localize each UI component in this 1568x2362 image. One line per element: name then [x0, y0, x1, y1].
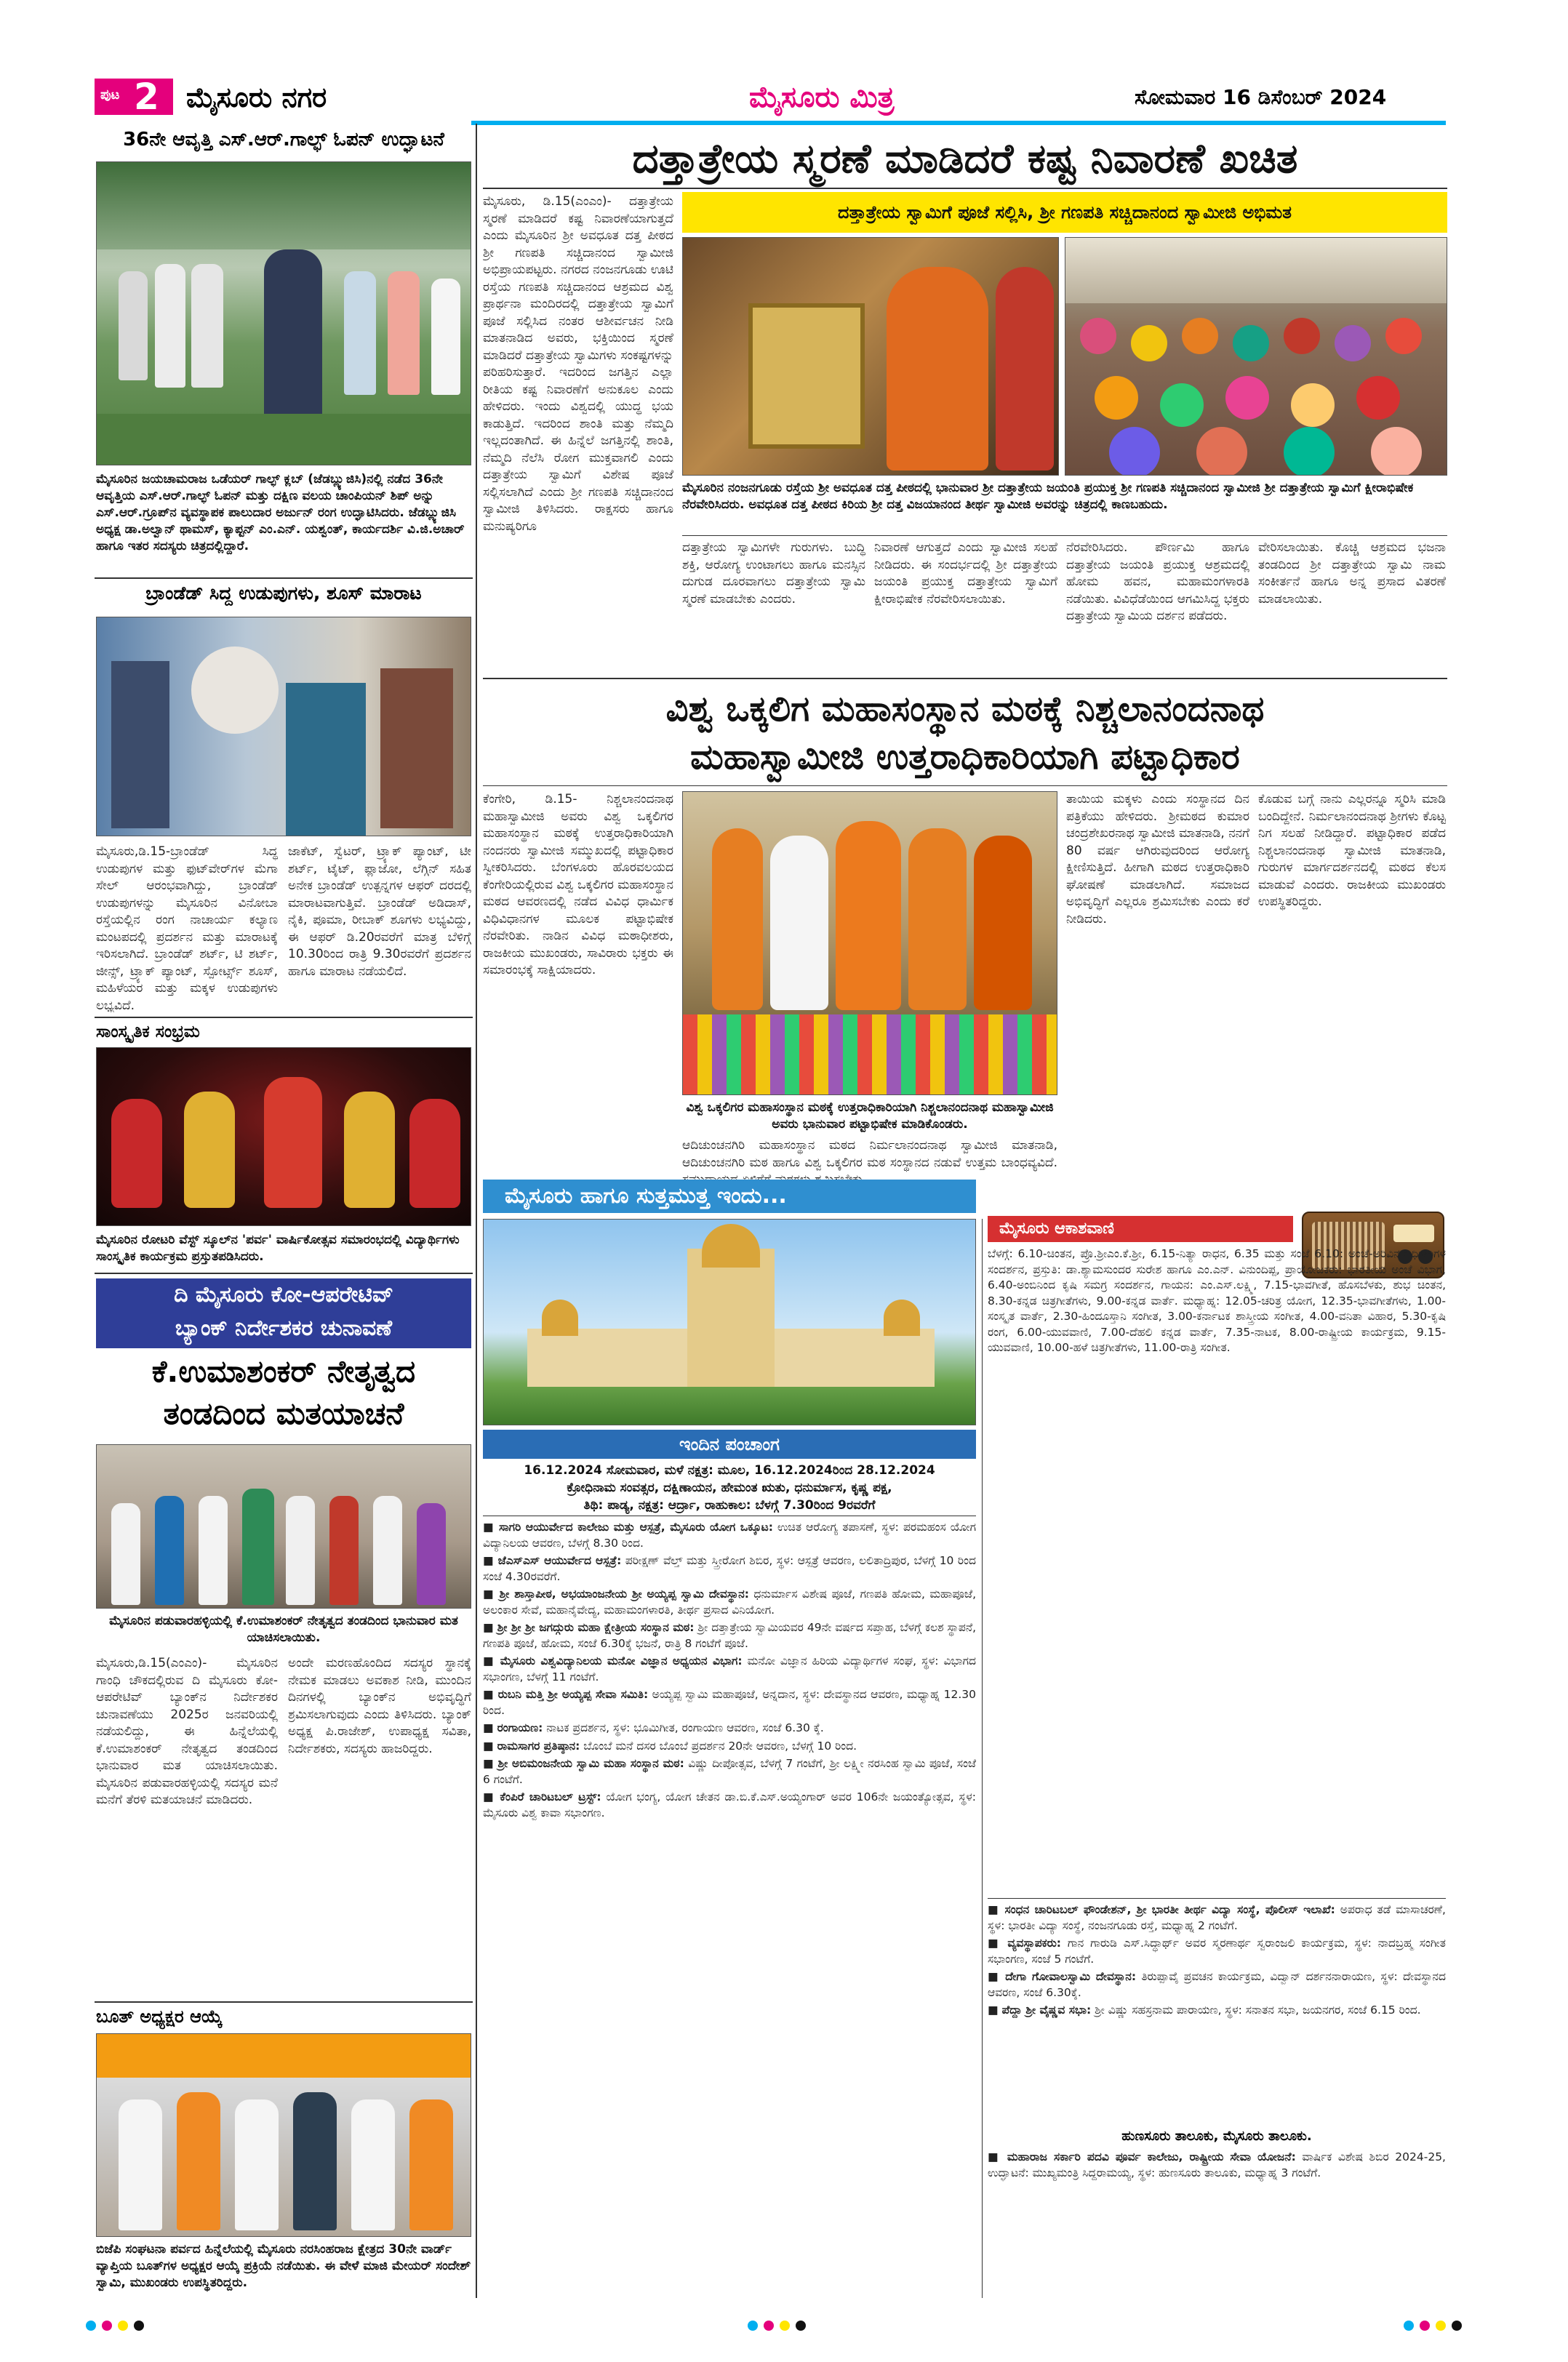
mysore-palace-photo — [483, 1219, 976, 1425]
coop-headline-line2: ಬ್ಯಾಂಕ್ ನಿರ್ದೇಶಕರ ಚುನಾವಣೆ — [175, 1316, 393, 1341]
panchanga-line2: ಕ್ರೋಧಿನಾಮ ಸಂವತ್ಸರ, ದಕ್ಷಿಣಾಯನ, ಹೇಮಂತ ಋತು, ಧನುರ್ಮಾಸ, ಕೃಷ್ಣ ಪಕ್ಷ, — [567, 1481, 892, 1495]
page-number: 2 — [134, 76, 159, 118]
lead-subhead: ದತ್ತಾತ್ರೇಯ ಸ್ವಾಮಿಗೆ ಪೂಜೆ ಸಲ್ಲಿಸಿ, ಶ್ರೀ ಗಣಪತಿ ಸಚ್ಚಿದಾನಂದ ಸ್ವಾಮೀಜಿ ಅಭಿಮತ — [682, 192, 1447, 233]
second-caption: ವಿಶ್ವ ಒಕ್ಕಲಿಗರ ಮಹಾಸಂಸ್ಥಾನ ಮಠಕ್ಕೆ ಉತ್ತರಾಧಿಕಾರಿಯಾಗಿ ನಿಶ್ಚಲಾನಂದನಾಥ ಮಹಾಸ್ವಾಮೀಜಿ ಅವರು ಭಾನುವಾರ ಪಟ್ಟಾಭಿಷೇಕ ಮಾಡಿಕೊಂಡರು. — [686, 1100, 1054, 1132]
section-title: ಮೈಸೂರು ನಗರ — [186, 81, 327, 113]
lead-text-col4: ವೇರಿಸಲಾಯಿತು. ಕೊಚ್ಚಿ ಆಶ್ರಮದ ಭಜನಾ ತಂಡದಿಂದ ಶ್ರೀ ದತ್ತಾತ್ರೇಯ ಸ್ವಾಮಿ ನಾಮ ಸಂಕೀರ್ತನೆ ಹಾಗೂ ಅನ್ನ ಪ್ರಸಾದ ವಿತರಣೆ ಮಾಡಲಾಯಿತು. — [1258, 540, 1446, 606]
event-item: ■ ರಾಮಸಾಗರ ಪ್ರತಿಷ್ಠಾನ: ಬೊಂಬೆ ಮನೆ ದಸರ ಬೊಂಬೆ ಪ್ರದರ್ಶನ 20ನೇ ಆವರಣ, ಬೆಳಗ್ಗೆ 10 ರಿಂದ. — [483, 1739, 857, 1753]
left-column-divider — [476, 124, 477, 2298]
lead-photo-abhisheka — [682, 237, 1059, 476]
divider — [988, 1898, 1446, 1899]
coop-headline-box — [96, 1278, 471, 1348]
divider — [95, 1273, 473, 1274]
coop-photo — [96, 1444, 471, 1609]
event-item: ■ ಜೆಎಸ್‌ಎಸ್ ಆಯುರ್ವೇದ ಆಸ್ಪತ್ರೆ: ಪರೀಕ್ಷಣ್ ವೆಲ್ತ್ ಮತ್ತು ಸ್ತ್ರೀರೋಗ ಶಿಬಿರ, ಸ್ಥಳ: ಆಸ್ಪತ್ರೆ ಆವರಣ, ಲಲಿತಾದ್ರಿಪುರ, ಬೆಳಗ್ಗೆ 10 ರಿಂದ ಸಂಜೆ 4.30ರವರೆಗೆ. — [483, 1554, 976, 1583]
more-events-list — [988, 1902, 1446, 2125]
taluk-heading: ಹುಣಸೂರು ತಾಲೂಕು, ಮೈಸೂರು ತಾಲೂಕು. — [1121, 2129, 1312, 2144]
panchanga-line3: ತಿಥಿ: ಪಾಡ್ಯ, ನಕ್ಷತ್ರ: ಆರ್ದ್ರಾ, ರಾಹುಕಾಲ: ಬೆಳಗ್ಗೆ 7.30ರಿಂದ 9ರವರೆಗೆ — [583, 1498, 876, 1513]
brand-headline: ಬ್ರಾಂಡೆಡ್ ಸಿದ್ದ ಉಡುಪುಗಳು, ಶೂಸ್ ಮಾರಾಟ — [145, 583, 422, 604]
panchanga-title: ಇಂದಿನ ಪಂಚಾಂಗ — [483, 1430, 976, 1459]
panchanga-line1: 16.12.2024 ಸೋಮವಾರ, ಮಳೆ ನಕ್ಷತ್ರ: ಮೂಲ, 16.12.2024ರಿಂದ 28.12.2024 — [524, 1463, 935, 1478]
event-item: ■ ದೇಗಾ ಗೋವಾಲಸ್ವಾಮಿ ದೇವಸ್ಥಾನ: ತಿರುಪ್ಪಾವೈ ಪ್ರವಚನ ಕಾರ್ಯಕ್ರಮ, ವಿದ್ವಾನ್ ದರ್ಶನನಾರಾಯಣ, ಸ್ಥಳ: ದೇವಸ್ಥಾನದ ಆವರಣ, ಸಂಜೆ 6.30ಕ್ಕೆ. — [988, 1970, 1446, 1999]
today-divider — [982, 1219, 983, 2298]
page-number-box — [95, 76, 173, 118]
event-item: ■ ಕೆಂಪಿರೆ ಚಾರಿಟಬಲ್ ಟ್ರಸ್ಟ್: ಯೋಗ ಭಂಗ್ಯ, ಯೋಗ ಚೇತನ ಡಾ.ಬಿ.ಕೆ.ಎಸ್.ಅಯ್ಯಂಗಾರ್ ಅವರ 106ನೇ ಜಯಂತ್ಯೋತ್ಸವ, ಸ್ಥಳ: ಮೈಸೂರು ವಿಶ್ವ ಕಾವಾ ಸಭಾಂಗಣ. — [483, 1790, 976, 1819]
brand-text-col1: ಮೈಸೂರು,ಡಿ.15-ಬ್ರಾಂಡೆಡ್ ಸಿದ್ಧ ಉಡುಪುಗಳ ಮತ್ತು ಫುಟ್‌ವೇರ್‌ಗಳ ಮೆಗಾ ಸೇಲ್ ಆರಂಭವಾಗಿದ್ದು, ಬ್ರಾಂಡೆಡ್ ಉಡುಪುಗಳನ್ನು ಮೈಸೂರಿನ ವಿನೋಬಾ ರಸ್ತೆಯಲ್ಲಿನ ರಂಗ ನಾಚಾರ್ಯ ಕಲ್ಯಾಣ ಮಂಟಪದಲ್ಲಿ ಪ್ರದರ್ಶನ ಮತ್ತು ಮಾರಾಟಕ್ಕೆ ಇರಿಸಲಾಗಿದೆ. ಬ್ರಾಂಡೆಡ್ ಶರ್ಟ್, ಟಿ ಶರ್ಟ್, ಜೀನ್ಸ್, ಟ್ರ್ಯಾಕ್ ಪ್ಯಾಂಟ್, ಸ್ಪೋರ್ಟ್ಸ್ ಶೂಸ್, ಮಹಿಳೆಯರ ಮತ್ತು ಮಕ್ಕಳ ಉಡುಪುಗಳು ಲಭ್ಯವಿದೆ. — [96, 844, 278, 1012]
culture-headline: ಸಾಂಸ್ಕೃತಿಕ ಸಂಭ್ರಮ — [96, 1022, 200, 1041]
booth-photo — [96, 2033, 471, 2237]
brand-photo — [96, 617, 471, 836]
lead-intro: ಮೈಸೂರು, ಡಿ.15(ಎಂಎಂ)- ದತ್ತಾತ್ರೇಯ ಸ್ಮರಣೆ ಮಾಡಿದರೆ ಕಷ್ಟ ನಿವಾರಣೆಯಾಗುತ್ತದೆ ಎಂದು ಮೈಸೂರಿನ ಶ್ರೀ ಅವಧೂತ ದತ್ತ ಪೀಠದ ಶ್ರೀ ಗಣಪತಿ ಸಚ್ಚಿದಾನಂದ ಸ್ವಾಮೀಜಿ ಅಭಿಪ್ರಾಯಪಟ್ಟರು. ನಗರದ ನಂಜನಗೂಡು ಊಟಿ ರಸ್ತೆಯ ಗಣಪತಿ ಸಚ್ಚಿದಾನಂದ ಆಶ್ರಮದ ವಿಶ್ವ ಪ್ರಾರ್ಥನಾ ಮಂದಿರದಲ್ಲಿ ದತ್ತಾತ್ರೇಯ ಸ್ವಾಮಿಗೆ ಪೂಜೆ ಸಲ್ಲಿಸಿದ ನಂತರ ಆಶೀರ್ವಚನ ನೀಡಿ ಮಾತನಾಡಿದ ಅವರು, ಭಕ್ತಿಯಿಂದ ಸ್ಮರಣೆ ಮಾಡಿದರೆ ದತ್ತಾತ್ರೇಯ ಸ್ವಾಮಿಗಳು ಸಂಕಷ್ಟಗಳನ್ನು ಪರಿಹರಿಸುತ್ತಾರೆ. ಇದರಿಂದ ಜಗತ್ತಿನ ಎಲ್ಲಾ ರೀತಿಯ ಕಷ್ಟ ನಿವಾರಣೆಗೆ ಅನುಕೂಲ ಎಂದು ಹೇಳಿದರು. ಇಂದು ವಿಶ್ವದಲ್ಲಿ ಯುದ್ಧ ಭಯ ಕಾಡುತ್ತಿದೆ. ಇದರಿಂದ ಶಾಂತಿ ಮತ್ತು ನೆಮ್ಮದಿ ಇಲ್ಲದಂತಾಗಿದೆ. ಈ ಹಿನ್ನೆಲೆ ಜಗತ್ತಿನಲ್ಲಿ ಶಾಂತಿ, ನೆಮ್ಮದಿ ನೆಲೆಸಿ ರೋಗ ಮುಕ್ತವಾಗಲಿ ಎಂದು ದತ್ತಾತ್ರೇಯ ಸ್ವಾಮಿಗೆ ವಿಶೇಷ ಪೂಜೆ ಸಲ್ಲಿಸಲಾಗಿದೆ ಎಂದು ಶ್ರೀ ಗಣಪತಿ ಸಚ್ಚಿದಾನಂದ ಸ್ವಾಮೀಜಿ ತಿಳಿಸಿದರು. ರಾಕ್ಷಸರು ಹಾಗೂ ಮನುಷ್ಯರಿಗೂ — [483, 194, 673, 534]
event-item: ■ ರಂಗಾಯಣ: ನಾಟಕ ಪ್ರದರ್ಶನ, ಸ್ಥಳ: ಭೂಮಿಗೀತ, ರಂಗಾಯಣ ಆವರಣ, ಸಂಜೆ 6.30 ಕ್ಕೆ. — [483, 1721, 824, 1734]
coop-text-col1: ಮೈಸೂರು,ಡಿ.15(ಎಂಎಂ)- ಮೈಸೂರಿನ ಗಾಂಧಿ ಚೌಕದಲ್ಲಿರುವ ದಿ ಮೈಸೂರು ಕೋ-ಆಪರೇಟಿವ್ ಬ್ಯಾಂಕ್‌ನ ನಿರ್ದೇಶಕರ ಚುನಾವಣೆಯು 2025ರ ಜನವರಿಯಲ್ಲಿ ನಡೆಯಲಿದ್ದು, ಈ ಹಿನ್ನೆಲೆಯಲ್ಲಿ ಕೆ.ಉಮಾಶಂಕರ್ ನೇತೃತ್ವದ ತಂಡದಿಂದ ಭಾನುವಾರ ಮತ ಯಾಚಿಸಲಾಯಿತು. ಮೈಸೂರಿನ ಪಡುವಾರಹಳ್ಳಿಯಲ್ಲಿ ಸದಸ್ಯರ ಮನೆ ಮನೆಗೆ ತೆರಳಿ ಮತಯಾಚನೆ ಮಾಡಿದರು. — [96, 1656, 278, 1807]
coop-subhead-line2: ತಂಡದಿಂದ ಮತಯಾಚನೆ — [163, 1396, 404, 1431]
booth-caption: ಬಿಜೆಪಿ ಸಂಘಟನಾ ಪರ್ವದ ಹಿನ್ನೆಲೆಯಲ್ಲಿ ಮೈಸೂರು ನರಸಿಂಹರಾಜ ಕ್ಷೇತ್ರದ 30ನೇ ವಾರ್ಡ್ ವ್ಯಾಪ್ತಿಯ ಬೂತ್‌ಗಳ ಅಧ್ಯಕ್ಷರ ಆಯ್ಕೆ ಪ್ರಕ್ರಿಯೆ ನಡೆಯಿತು. ಈ ವೇಳೆ ಮಾಜಿ ಮೇಯರ್ ಸಂದೇಶ್ ಸ್ವಾಮಿ, ಮುಖಂಡರು ಉಪಸ್ಥಿತರಿದ್ದರು. — [96, 2242, 471, 2290]
coop-headline-line1: ದಿ ಮೈಸೂರು ಕೋ-ಆಪರೇಟಿವ್ — [174, 1282, 393, 1308]
registration-marks-center — [748, 2320, 806, 2334]
lead-caption: ಮೈಸೂರಿನ ನಂಜನಗೂಡು ರಸ್ತೆಯ ಶ್ರೀ ಅವಧೂತ ದತ್ತ ಪೀಠದಲ್ಲಿ ಭಾನುವಾರ ಶ್ರೀ ದತ್ತಾತ್ರೇಯ ಜಯಂತಿ ಪ್ರಯುಕ್ತ ಶ್ರೀ ಗಣಪತಿ ಸಚ್ಚಿದಾನಂದ ಸ್ವಾಮೀಜಿ ಶ್ರೀ ದತ್ತಾತ್ರೇಯ ಸ್ವಾಮಿಗೆ ಕ್ಷೀರಾಭಿಷೇಕ ನೆರವೇರಿಸಿದರು. ಅವಧೂತ ದತ್ತ ಪೀಠದ ಕಿರಿಯ ಶ್ರೀ ದತ್ತ ವಿಜಯಾನಂದ ತೀರ್ಥ ಸ್ವಾಮೀಜಿ ಅವರನ್ನು ಚಿತ್ರದಲ್ಲಿ ಕಾಣಬಹುದು. — [682, 481, 1414, 512]
event-item: ■ ಶ್ರೀ ಶಾಸ್ತಾಪೀಠ, ಅಭಯಾಂಜನೇಯ ಶ್ರೀ ಅಯ್ಯಪ್ಪ ಸ್ವಾಮಿ ದೇವಸ್ಥಾನ: ಧನುರ್ಮಾಸ ವಿಶೇಷ ಪೂಜೆ, ಗಣಪತಿ ಹೋಮ, ಮಹಾಪೂಜೆ, ಅಲಂಕಾರ ಸೇವೆ, ಮಹಾನೈವೇದ್ಯ, ಮಹಾಮಂಗಳಾರತಿ, ತೀರ್ಥ ಪ್ರಸಾದ ವಿನಿಯೋಗ. — [483, 1588, 976, 1617]
lead-photo-devotees — [1065, 237, 1447, 476]
event-item: ■ ವ್ಯವಸ್ಥಾಪಕರು: ಗಾನ ಗಾರುಡಿ ಎಸ್.ಸಿದ್ಧಾರ್ಥ್ ಅವರ ಸ್ಮರಣಾರ್ಥ ಸ್ವರಾಂಜಲಿ ಕಾರ್ಯಕ್ರಮ, ಸ್ಥಳ: ನಾದಬ್ರಹ್ಮ ಸಂಗೀತ ಸಭಾಂಗಣ, ಸಂಜೆ 5 ಗಂಟೆಗೆ. — [988, 1937, 1446, 1966]
event-item: ■ ಪೆದ್ದಾ ಶ್ರೀ ವೈಷ್ಣವ ಸಭಾ: ಶ್ರೀ ವಿಷ್ಣು ಸಹಸ್ರನಾಮ ಪಾರಾಯಣ, ಸ್ಥಳ: ಸನಾತನ ಸಭಾ, ಜಯನಗರ, ಸಂಜೆ 6.15 ರಿಂದ. — [988, 2003, 1421, 2017]
today-banner: ಮೈಸೂರು ಹಾಗೂ ಸುತ್ತಮುತ್ತ ಇಂದು... — [483, 1180, 976, 1213]
golf-photo — [96, 161, 471, 465]
second-headline-line2: ಮಹಾಸ್ವಾಮೀಜಿ ಉತ್ತರಾಧಿಕಾರಿಯಾಗಿ ಪಟ್ಟಾಧಿಕಾರ — [690, 737, 1240, 777]
event-item: ■ ಶ್ರೀ ಅಬಿಮಂಜನೇಯ ಸ್ವಾಮಿ ಮಹಾ ಸಂಸ್ಥಾನ ಮಠ: ವಿಷ್ಣು ದೀಪೋತ್ಸವ, ಬೆಳಗ್ಗೆ 7 ಗಂಟೆಗೆ, ಶ್ರೀ ಲಕ್ಷ್ಮೀ ನರಸಿಂಹ ಸ್ವಾಮಿ ಪೂಜೆ, ಸಂಜೆ 6 ಗಂಟೆಗೆ. — [483, 1757, 976, 1786]
second-text-col1: ಕೆಂಗೇರಿ, ಡಿ.15- ನಿಶ್ಚಲಾನಂದನಾಥ ಮಹಾಸ್ವಾಮೀಜಿ ಅವರು ವಿಶ್ವ ಒಕ್ಕಲಿಗರ ಮಹಾಸಂಸ್ಥಾನ ಮಠಕ್ಕೆ ಉತ್ತರಾಧಿಕಾರಿಯಾಗಿ ನಂದನರು ಸ್ವಾಮೀಜಿ ಸಮ್ಮುಖದಲ್ಲಿ ಪಟ್ಟಾಧಿಕಾರ ಸ್ವೀಕರಿಸಿದರು. ಬೆಂಗಳೂರು ಹೊರವಲಯದ ಕೆಂಗೇರಿಯಲ್ಲಿರುವ ವಿಶ್ವ ಒಕ್ಕಲಿಗರ ಮಹಾಸಂಸ್ಥಾನ ಮಠದ ಆವರಣದಲ್ಲಿ ನಡೆದ ವಿವಿಧ ಧಾರ್ಮಿಕ ವಿಧಿವಿಧಾನಗಳ ಮೂಲಕ ಪಟ್ಟಾಭಿಷೇಕ ನೆರವೇರಿತು. ನಾಡಿನ ವಿವಿಧ ಮಠಾಧೀಶರು, ರಾಜಕೀಯ ಮುಖಂಡರು, ಸಾವಿರಾರು ಭಕ್ತರು ಈ ಸಮಾರಂಭಕ್ಕೆ ಸಾಕ್ಷಿಯಾದರು. — [483, 792, 673, 977]
lead-text-col1: ದತ್ತಾತ್ರೇಯ ಸ್ವಾಮಿಗಳೇ ಗುರುಗಳು. ಬುದ್ಧಿ ಶಕ್ತಿ, ಆರೋಗ್ಯ ಉಂಟಾಗಲು ಹಾಗೂ ಮನಸ್ಸಿನ ದುಗುಡ ದೂರವಾಗಲು ದತ್ತಾತ್ರೇಯ ಸ್ವಾಮಿ ಸ್ಮರಣೆ ಮಾಡಬೇಕು ಎಂದರು. — [682, 540, 865, 606]
divider — [682, 535, 1447, 536]
second-headline-line1: ವಿಶ್ವ ಒಕ್ಕಲಿಗ ಮಹಾಸಂಸ್ಥಾನ ಮಠಕ್ಕೆ ನಿಶ್ಚಲಾನಂದನಾಥ — [665, 689, 1265, 729]
culture-photo — [96, 1047, 471, 1226]
event-item: ■ ಸಂಧನ ಚಾರಿಟಬಲ್ ಫೌಂಡೇಶನ್, ಶ್ರೀ ಭಾರತೀ ತೀರ್ಥ ವಿದ್ಯಾ ಸಂಸ್ಥೆ, ಪೊಲೀಸ್ ಇಲಾಖೆ: ಅಪರಾಧ ತಡೆ ಮಾಸಾಚರಣೆ, ಸ್ಥಳ: ಭಾರತೀ ವಿದ್ಯಾ ಸಂಸ್ಥೆ, ನಂಜನಗೂಡು ರಸ್ತೆ, ಮಧ್ಯಾಹ್ನ 2 ಗಂಟೆಗೆ. — [988, 1903, 1446, 1932]
registration-marks-left — [86, 2320, 144, 2334]
event-item: ■ ರುಬನಿ ಮತ್ತಿ ಶ್ರೀ ಅಯ್ಯಪ್ಪ ಸೇವಾ ಸಮಿತಿ: ಅಯ್ಯಪ್ಪ ಸ್ವಾಮಿ ಮಹಾಪೂಜೆ, ಅನ್ನದಾನ, ಸ್ಥಳ: ದೇವಸ್ಥಾನದ ಆವರಣ, ಮಧ್ಯಾಹ್ನ 12.30 ರಿಂದ. — [483, 1688, 976, 1717]
divider — [483, 188, 1447, 189]
event-item: ■ ಮೈಸೂರು ವಿಶ್ವವಿದ್ಯಾನಿಲಯ ಮನೋ ವಿಜ್ಞಾನ ಅಧ್ಯಯನ ವಿಭಾಗ: ಮನೋ ವಿಜ್ಞಾನ ಹಿರಿಯ ವಿದ್ಯಾರ್ಥಿಗಳ ಸಂಘ, ಸ್ಥಳ: ವಿಭಾಗದ ಸಭಾಂಗಣ, ಬೆಳಗ್ಗೆ 11 ಗಂಟೆಗೆ. — [483, 1654, 976, 1684]
akashavani-text: ಬೆಳಗ್ಗೆ: 6.10-ಚಿಂತನ, ಪ್ರೊ.ಶ್ರೀಎಂ.ಕೆ.ಶ್ರೀ, 6.15-ನಿತ್ಯಾ ರಾಧನ, 6.35 ಮತ್ತು ಸಂಜೆ 6.10: ಅಂಚೆ-ಅರಿವಿನ-ಅಧಿಕಾರಿಗಳ ಸಂದರ್ಶನ, ಪ್ರಸ್ತುತಿ: ಡಾ.ಶ್ಯಾಮಸುಂದರ ಸುರೇಶ ಹಾಗೂ ಎಂ.ಎನ್. ವಿನುಂದಿಪ್ಪ, ಪ್ರಾಯೋಜಕರು: ಭಾರತೀಯ ಅಂಚೆ ವಿಭಾಗ, 6.40-ಅಂಬಿನಿಂದ ಕೃಷಿ ಸಮಗ್ರ ಸಂದರ್ಶನ, ಗಾಯನ: ಎಂ.ಎಸ್.ಲಕ್ಷ್ಮಿ, 7.15-ಭಾವಗೀತೆ, ಹೊಸಬೆಳಕು, ಶುಭ ಚಿಂತನ, 8.30-ಕನ್ನಡ ಚಿತ್ರಗೀತೆಗಳು, 9.00-ಕನ್ನಡ ವಾರ್ತೆ. ಮಧ್ಯಾಹ್ನ: 12.05-ಚರಿತ್ರ ಯೋಗ, 12.35-ಭಾವಗೀತೆಗಳು, 1.00-ಸಂಸ್ಕೃತ ವಾರ್ತೆ, 2.30-ಹಿಂದೂಸ್ತಾನಿ ಸಂಗೀತ, 3.00-ಕರ್ನಾಟಕ ಶಾಸ್ತ್ರೀಯ ಸಂಗೀತ, 4.00-ವನಿತಾ ವಿಹಾರ, 5.30-ಕೃಷಿ ರಂಗ, 6.00-ಯುವವಾಣಿ, 7.00-ದೆಹಲಿ ಕನ್ನಡ ವಾರ್ತೆ, 7.35-ನಾಟಕ, 8.00-ರಾಷ್ಟ್ರೀಯ ಕಾರ್ಯಕ್ರಮ, 9.15-ಯುವವಾಣಿ, 10.00-ಹಳೆ ಚಿತ್ರಗೀತೆಗಳು, 11.00-ರಾತ್ರಿ ಸಂಗೀತ. — [988, 1247, 1446, 1354]
second-text-col3: ತಾಯಿಯ ಮಕ್ಕಳು ಎಂದು ಸಂಸ್ಥಾನದ ದಿನ ಪತ್ರಿಕೆಯು ಹೇಳಿದರು. ಶ್ರೀಮಠದ ಕುಮಾರ ಚಂದ್ರಶೇಖರನಾಥ ಸ್ವಾಮೀಜಿ ಮಾತನಾಡಿ, ನನಗೆ 80 ವರ್ಷ ಆಗಿರುವುದರಿಂದ ಆರೋಗ್ಯ ಕ್ಷೀಣಿಸುತ್ತಿದೆ. ಹೀಗಾಗಿ ಮಠದ ಉತ್ತರಾಧಿಕಾರಿ ಘೋಷಣೆ ಮಾಡಲಾಗಿದೆ. ಸಮಾಜದ ಅಭಿವೃದ್ಧಿಗೆ ಎಲ್ಲರೂ ಶ್ರಮಿಸಬೇಕು ಎಂದು ಕರೆ ನೀಡಿದರು. — [1066, 792, 1249, 926]
golf-headline: 36ನೇ ಆವೃತ್ತಿ ಎಸ್.ಆರ್.ಗಾಲ್ಫ್ ಓಪನ್ ಉದ್ಘಾಟನೆ — [123, 129, 444, 151]
second-text-under: ಆದಿಚುಂಚನಗಿರಿ ಮಹಾಸಂಸ್ಥಾನ ಮಠದ ನಿರ್ಮಲಾನಂದನಾಥ ಸ್ವಾಮೀಜಿ ಮಾತನಾಡಿ, ಆದಿಚುಂಚನಗಿರಿ ಮಠ ಹಾಗೂ ವಿಶ್ವ ಒಕ್ಕಲಿಗರ ಮಠ ಸಂಸ್ಥಾನದ ನಡುವೆ ಉತ್ತಮ ಬಾಂಧವ್ಯವಿದೆ. — [682, 1138, 1057, 1170]
culture-caption: ಮೈಸೂರಿನ ರೋಟರಿ ವೆಸ್ಟ್ ಸ್ಕೂಲ್‌ನ 'ಪರ್ವ' ವಾರ್ಷಿಕೋತ್ಸವ ಸಮಾರಂಭದಲ್ಲಿ ವಿದ್ಯಾರ್ಥಿಗಳು ಸಾಂಸ್ಕೃತಿಕ ಕಾರ್ಯಕ್ರಮ ಪ್ರಸ್ತುತಪಡಿಸಿದರು. — [96, 1233, 460, 1264]
second-text-col4: ಕೊಡುವ ಬಗ್ಗೆ ನಾನು ಎಲ್ಲರನ್ನೂ ಸ್ಮರಿಸಿ ಮಾಡಿ ಬಂದಿದ್ದೇನೆ. ನಿರ್ಮಲಾನಂದನಾಥ ಶ್ರೀಗಳು ಕೊಟ್ಟ ನಿಗ ಸಲಹೆ ನೀಡಿದ್ದಾರೆ. ಪಟ್ಟಾಧಿಕಾರ ಪಡೆದ ನಿಶ್ಚಲಾನಂದನಾಥ ಸ್ವಾಮೀಜಿ ಮಾತನಾಡಿ, ಗುರುಗಳ ಮಾರ್ಗದರ್ಶನದಲ್ಲಿ ಮಠದ ಕೆಲಸ ಮಾಡುವೆ ಎಂದರು. ರಾಜಕೀಯ ಮುಖಂಡರು ಉಪಸ್ಥಿತರಿದ್ದರು. — [1258, 792, 1446, 909]
lead-headline: ದತ್ತಾತ್ರೇಯ ಸ್ಮರಣೆ ಮಾಡಿದರೆ ಕಷ್ಟ ನಿವಾರಣೆ ಖಚಿತ — [632, 135, 1298, 183]
akashavani-title: ಮೈಸೂರು ಆಕಾಶವಾಣಿ — [988, 1216, 1293, 1242]
coop-text-col2: ಅಂದೇ ಮರಣಹೊಂದಿದ ಸದಸ್ಯರ ಸ್ಥಾನಕ್ಕೆ ನೇಮಕ ಮಾಡಲು ಅವಕಾಶ ನೀಡಿ, ಮುಂದಿನ ದಿನಗಳಲ್ಲಿ ಬ್ಯಾಂಕ್‌ನ ಅಭಿವೃದ್ಧಿಗೆ ಶ್ರಮಿಸಲಾಗುವುದು ಎಂದು ತಿಳಿಸಿದರು. ಬ್ಯಾಂಕ್ ಅಧ್ಯಕ್ಷ ಪಿ.ರಾಜೇಶ್, ಉಪಾಧ್ಯಕ್ಷ ಸವಿತಾ, ನಿರ್ದೇಶಕರು, ಸದಸ್ಯರು ಹಾಜರಿದ್ದರು. — [288, 1656, 471, 1756]
coop-subhead-line1: ಕೆ.ಉಮಾಶಂಕರ್ ನೇತೃತ್ವದ — [151, 1353, 416, 1389]
coop-caption: ಮೈಸೂರಿನ ಪಡುವಾರಹಳ್ಳಿಯಲ್ಲಿ ಕೆ.ಉಮಾಶಂಕರ್ ನೇತೃತ್ವದ ತಂಡದಿಂದ ಭಾನುವಾರ ಮತ ಯಾಚಿಸಲಾಯಿತು. — [109, 1614, 458, 1645]
divider — [95, 577, 473, 579]
brand-text-col2: ಜಾಕೆಟ್, ಸ್ವೆಟರ್, ಟ್ರ್ಯಾಕ್ ಪ್ಯಾಂಟ್, ಟೀ ಶರ್ಟ್, ಟೈಟ್, ಪ್ಲಾಜೋ, ಲೆಗ್ಗಿನ್ ಸಹಿತ ಅನೇಕ ಬ್ರಾಂಡೆಡ್ ಉತ್ಪನ್ನಗಳ ಆಫರ್ ದರದಲ್ಲಿ ಮಾರಾಟವಾಗುತ್ತಿವೆ. ಬ್ರಾಂಡೆಡ್ ಅಡಿದಾಸ್, ನೈಕಿ, ಪೂಮಾ, ರೀಬಾಕ್ ಶೂಗಳು ಲಭ್ಯವಿದ್ದು, ಈ ಆಫರ್ ಡಿ.20ರವರೆಗೆ ಮಾತ್ರ ಬೆಳಿಗ್ಗೆ 10.30ರಿಂದ ರಾತ್ರಿ 9.30ರವರೆಗೆ ಪ್ರದರ್ಶನ ಹಾಗೂ ಮಾರಾಟ ನಡೆಯಲಿದೆ. — [288, 844, 471, 979]
taluk-event: ■ ಮಹಾರಾಜ ಸರ್ಕಾರಿ ಪದವಿ ಪೂರ್ವ ಕಾಲೇಜು, ರಾಷ್ಟ್ರೀಯ ಸೇವಾ ಯೋಜನೆ: ವಾರ್ಷಿಕ ವಿಶೇಷ ಶಿಬಿರ 2024-25, ಉದ್ಘಾಟನೆ: ಮುಖ್ಯಮಂತ್ರಿ ಸಿದ್ದರಾಮಯ್ಯ, ಸ್ಥಳ: ಹುಣಸೂರು ತಾಲೂಕು, ಮಧ್ಯಾಹ್ನ 3 ಗಂಟೆಗೆ. — [988, 2150, 1446, 2179]
second-photo — [682, 791, 1057, 1095]
booth-headline: ಬೂತ್ ಅಧ್ಯಕ್ಷರ ಆಯ್ಕೆ — [96, 2006, 223, 2027]
divider — [95, 1017, 473, 1018]
golf-caption: ಮೈಸೂರಿನ ಜಯಚಾಮರಾಜ ಒಡೆಯರ್ ಗಾಲ್ಫ್ ಕ್ಲಬ್ (ಜೆಡಬ್ಲ್ಯುಜಿಸಿ)ನಲ್ಲಿ ನಡೆದ 36ನೇ ಆವೃತ್ತಿಯ ಎಸ್.ಆರ್.ಗಾಲ್ಫ್ ಓಪನ್ ಮತ್ತು ದಕ್ಷಿಣ ವಲಯ ಚಾಂಪಿಯನ್ ಶಿಪ್ ಅನ್ನು ಎಸ್.ಆರ್.ಗ್ರೂಪ್‌ನ ವ್ಯವಸ್ಥಾಪಕ ಪಾಲುದಾರ ಅರ್ಜುನ್ ರಂಗ ಉದ್ಘಾಟಿಸಿದರು. ಜೆಡಬ್ಲ್ಯುಜಿಸಿ ಅಧ್ಯಕ್ಷ ಡಾ.ಅಲ್ವಾನ್ ಥಾಮಸ್, ಕ್ಯಾಪ್ಟನ್ ಎಂ.ಎನ್. ಯಶ್ವಂತ್, ಕಾರ್ಯದರ್ಶಿ ವಿ.ಜಿ.ಅಚಾರ್ ಹಾಗೂ ಇತರ ಸದಸ್ಯರು ಚಿತ್ರದಲ್ಲಿದ್ದಾರೆ. — [96, 472, 465, 553]
divider — [95, 2001, 473, 2003]
events-list — [483, 1520, 976, 2298]
event-item: ■ ಶ್ರೀ ಶ್ರೀ ಶ್ರೀ ಜಗದ್ಗುರು ಮಹಾ ಕ್ಷೇತ್ರೀಯ ಸಂಸ್ಥಾನ ಮಠ: ಶ್ರೀ ದತ್ತಾತ್ರೇಯ ಸ್ವಾಮಿಯವರ 49ನೇ ವರ್ಷದ ಸಪ್ತಾಹ, ಬೆಳಗ್ಗೆ ಕಲಶ ಸ್ಥಾಪನೆ, ಗಣಪತಿ ಪೂಜೆ, ಹೋಮ, ಸಂಜೆ 6.30ಕ್ಕೆ ಭಜನೆ, ರಾತ್ರಿ 8 ಗಂಟೆಗೆ ಪೂಜೆ. — [483, 1621, 976, 1650]
divider — [483, 678, 1447, 679]
lead-text-col2: ನಿವಾರಣೆ ಆಗುತ್ತದೆ ಎಂದು ಸ್ವಾಮೀಜಿ ಸಲಹೆ ನೀಡಿದರು. ಈ ಸಂದರ್ಭದಲ್ಲಿ ಶ್ರೀ ದತ್ತಾತ್ರೇಯ ಜಯಂತಿ ಪ್ರಯುಕ್ತ ದತ್ತಾತ್ರೇಯ ಸ್ವಾಮಿಗೆ ಕ್ಷೀರಾಭಿಷೇಕ ನೆರವೇರಿಸಲಾಯಿತು. — [874, 540, 1057, 606]
edition-date: ಸೋಮವಾರ 16 ಡಿಸೆಂಬರ್ 2024 — [1135, 85, 1387, 109]
paper-name: ಮೈಸೂರು ಮಿತ್ರ — [749, 80, 895, 114]
registration-marks-right — [1404, 2320, 1462, 2334]
divider — [483, 785, 1447, 786]
event-item: ■ ಸಾಗರಿ ಆಯುರ್ವೇದ ಕಾಲೇಜು ಮತ್ತು ಆಸ್ಪತ್ರೆ, ಮೈಸೂರು ಯೋಗ ಒಕ್ಕೂಟ: ಉಚಿತ ಆರೋಗ್ಯ ತಪಾಸಣೆ, ಸ್ಥಳ: ಪರಮಹಂಸ ಯೋಗ ವಿದ್ಯಾನಿಲಯ ಆವರಣ, ಬೆಳಗ್ಗೆ 8.30 ರಿಂದ. — [483, 1521, 976, 1550]
lead-text-col3: ನೆರವೇರಿಸಿದರು. ಪೌರ್ಣಮಿ ಹಾಗೂ ದತ್ತಾತ್ರೇಯ ಜಯಂತಿ ಪ್ರಯುಕ್ತ ಆಶ್ರಮದಲ್ಲಿ ಹೋಮ ಹವನ, ಮಹಾಮಂಗಳಾರತಿ ನಡೆಯಿತು. ವಿವಿಧೆಡೆಯಿಂದ ಆಗಮಿಸಿದ್ದ ಭಕ್ತರು ದತ್ತಾತ್ರೇಯ ಸ್ವಾಮಿಯ ದರ್ಶನ ಪಡೆದರು. — [1066, 540, 1249, 623]
page-label: ಪುಟ — [100, 87, 120, 103]
masthead-rule — [471, 121, 1446, 125]
